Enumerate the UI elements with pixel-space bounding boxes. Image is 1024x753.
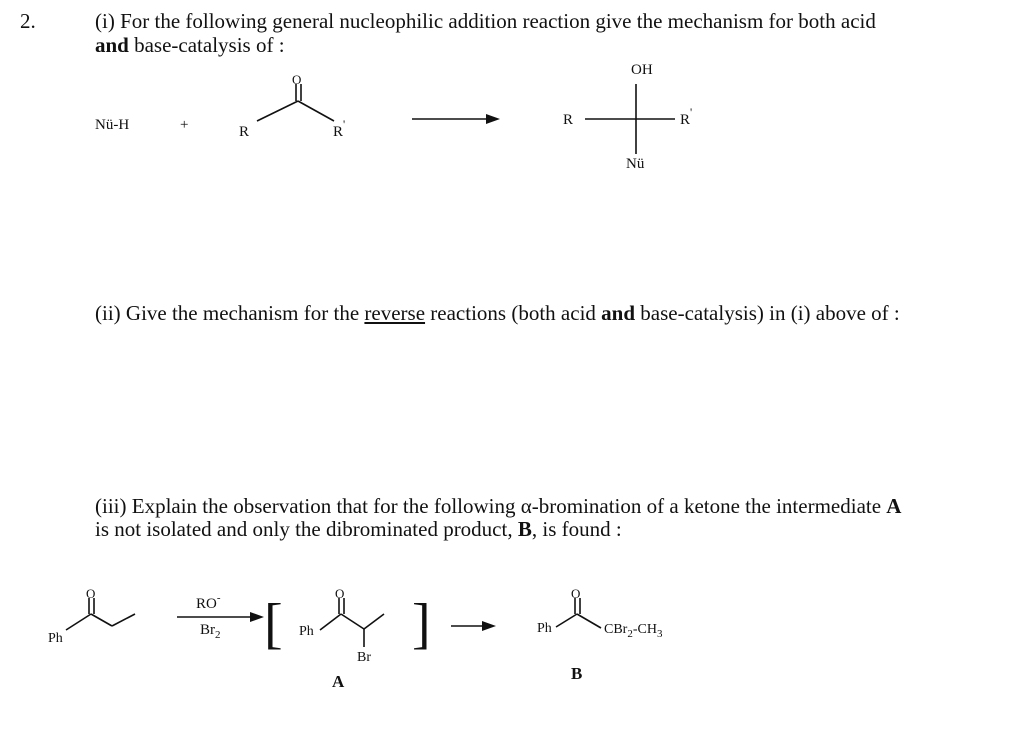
scheme1-R-prime-letter: R: [333, 124, 344, 140]
scheme2-intermediate-oxygen: O: [335, 586, 345, 601]
scheme1-reactant-bonds: [257, 84, 334, 121]
part-ii-prefix: (ii) Give the mechanism for the: [95, 301, 365, 325]
part-iii-alpha: α: [520, 494, 532, 518]
scheme2-product-Ph: Ph: [537, 621, 552, 636]
scheme2-intermediate-Ph: Ph: [299, 624, 314, 639]
scheme2-bracket-right: ]: [412, 593, 431, 655]
scheme2-reagent-RO-charge: -: [216, 592, 221, 604]
scheme1-reaction-arrow: [412, 114, 500, 124]
scheme1-product-Nu: Nü: [626, 156, 645, 172]
part-iii-mid: -bromination of a ketone the intermediate: [531, 494, 887, 518]
scheme2-intermediate-bonds: [320, 598, 384, 647]
scheme2-product-CH: -CH: [632, 622, 657, 637]
scheme2-starting-ketone-bonds: [66, 598, 135, 630]
part-iii-prefix: (iii) Explain the observation that for the following: [95, 494, 521, 518]
scheme2-reagent-arrow: [177, 612, 264, 622]
scheme1-nucleophile: Nü-H: [95, 117, 130, 133]
scheme2-reagent-Br-text: Br: [200, 622, 215, 638]
part-ii-middle: reactions (both acid: [425, 301, 602, 325]
scheme2-product-bonds: [556, 598, 601, 628]
part-i-and: and: [95, 33, 129, 57]
scheme2-product-sub2: 3: [656, 628, 663, 640]
scheme2-product-oxygen: O: [571, 586, 581, 601]
scheme2-product-CBr: CBr: [604, 622, 628, 637]
scheme2-product-sub1: 2: [627, 628, 633, 640]
scheme2-intermediate-Br: Br: [357, 650, 371, 665]
part-i-line1: (i) For the following general nucleophilic addition reaction give the mechanism for both acid: [95, 9, 876, 33]
part-iii-bold-B: B: [517, 517, 532, 541]
part-i-line2-rest: base-catalysis of :: [128, 33, 285, 57]
part-ii-reverse: reverse: [364, 301, 426, 325]
scheme2-start-oxygen: O: [86, 586, 96, 601]
question-number: 2.: [20, 9, 36, 33]
scheme2-start-Ph: Ph: [48, 631, 63, 646]
scheme1-R: R: [239, 124, 250, 140]
scheme2-reagent-Br-sub: 2: [215, 629, 221, 641]
scheme1-carbonyl-oxygen: O: [292, 72, 302, 87]
scheme2-reagent-Br2: [200, 622, 221, 639]
part-ii-and: and: [601, 301, 636, 325]
scheme1-product-R-prime: [680, 105, 693, 129]
scheme1-product-prime-mark: ': [690, 105, 693, 119]
scheme1-product-bonds: [585, 84, 675, 154]
scheme2-product-arrow: [451, 621, 496, 631]
scheme1-R-prime: [333, 117, 346, 141]
scheme1-product-OH: OH: [631, 62, 653, 78]
part-iii-line2-prefix: is not isolated and only the dibrominated product,: [95, 517, 518, 541]
scheme2-bracket-left: [: [264, 593, 283, 655]
scheme2-reagent-RO-text: RO: [196, 596, 217, 612]
part-ii-suffix: base-catalysis) in (i) above of :: [635, 301, 900, 325]
scheme1-plus: +: [180, 117, 189, 133]
part-iii-bold-A: A: [886, 494, 902, 518]
part-iii-line2-suffix: , is found :: [531, 517, 622, 541]
scheme1-prime-mark: ': [343, 117, 346, 131]
scheme2-product-group: [604, 622, 662, 638]
scheme2-label-A: A: [332, 672, 345, 691]
scheme1-product-R: R: [563, 112, 574, 128]
scheme1-product-R-prime-letter: R: [680, 112, 691, 128]
scheme2-reagent-RO: [196, 592, 221, 613]
scheme2-label-B: B: [571, 664, 583, 683]
